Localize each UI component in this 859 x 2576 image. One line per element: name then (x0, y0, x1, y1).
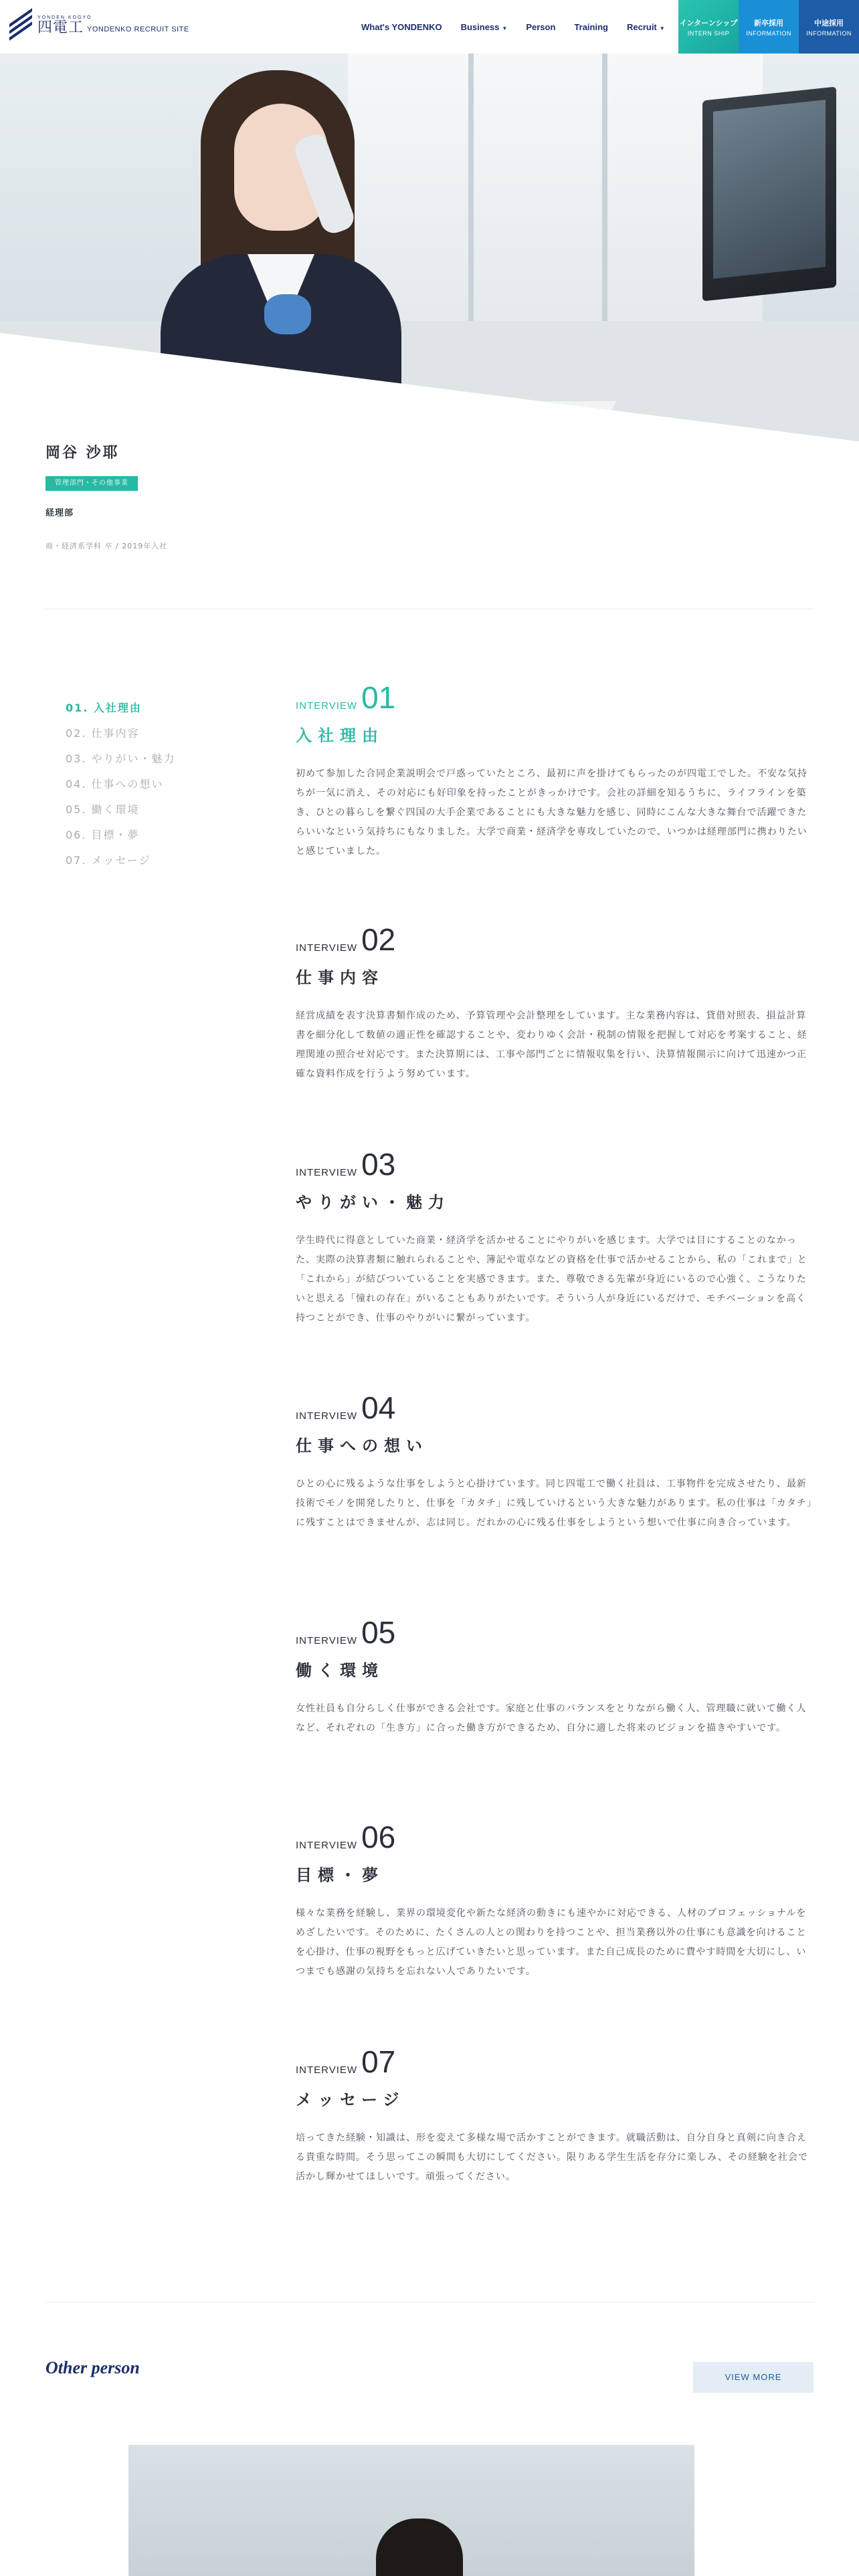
logo-mark-icon (9, 12, 32, 39)
nav-person[interactable]: Person (526, 21, 556, 32)
interview-number: 04 (361, 1390, 396, 1425)
interview-label: INTERVIEW (296, 700, 358, 712)
logo-main: 四電工 (37, 19, 84, 36)
interview-body: 初めて参加した合同企業説明会で戸惑っていたところ、最初に声を掛けてもらったのが四電工でした。不安な気持ちが一気に消え、その対応にも好印象を持ったことがきっかけです。会社の詳細を知るうちに、ライフラインを築き、ひとの暮らしを繋ぐ四国の大手企業であることにも大きな魅力を感じ、同時にこんな大きな舞台で活躍できたらいいなという気持ちにもなりました。大学で商業・経済学を専攻していたので、いつかは経理部門に携わりたいと感じていました。 (296, 768, 807, 857)
interview-body: 経営成績を表す決算書類作成のため、予算管理や会計整理をしています。主な業務内容は、貸借対照表、損益計算書を細分化して数値の適正性を確認することや、変わりゆく会計・税制の情報を把握して対応を考案すること、経理関連の照合せ対応です。また決算期には、工事や部門ごとに情報収集を行い、決算情報開示に向けて迅速かつ正確な資料作成を行うよう努めています。 (296, 1010, 807, 1079)
interview-body: 学生時代に得意としていた商業・経済学を活かせることにやりがいを感じます。大学では目にすることのなかった、実際の決算書類に触れられることや、簿記や電卓などの資格を仕事で活かせることから、私の「これまで」と「これから」が結びついていることを実感できます。また、尊敬できる先輩が身近にいるので心強く、こうなりたいと思える「憧れの存在」がいることもありがたいです。そういう人が身近にいるだけで、モチベーションを高く持つことができ、仕事のやりがいに繋がっています。 (296, 1235, 807, 1323)
career-info: 商・経済系学科 卒 / 2019年入社 (45, 542, 168, 550)
interview-title: 仕事への想い (296, 1436, 428, 1455)
nav-recruit[interactable]: Recruit ▼ (626, 21, 665, 32)
index-item-07[interactable]: 07. メッセージ (66, 854, 151, 867)
interview-number: 06 (361, 1820, 396, 1854)
interview-body: 様々な業務を経験し、業界の環境変化や新たな経済の動きにも速やかに対応できる、人材のプロフェッショナルをめざしたいです。そのために、たくさんの人との関わりを持つことや、担当業務以外の仕事にも意識を向けることを心掛け、仕事の視野をもっと広げていきたいと思っています。また自己成長のために費やす時間を大切にし、いつまでも感謝の気持ちを忘れない人でありたいです。 (296, 1908, 807, 1977)
index-item-04[interactable]: 04. 仕事への想い (66, 778, 164, 790)
interview-label: INTERVIEW (296, 2064, 358, 2076)
interview-number: 07 (361, 2044, 396, 2079)
interview-title: 働く環境 (296, 1661, 384, 1680)
mid-career-button[interactable]: 中途採用 INFORMATION (799, 0, 859, 53)
department-badge: 管理部門・その他事業 (45, 476, 138, 491)
site-header (0, 0, 859, 53)
interview-number: 05 (361, 1615, 396, 1650)
interview-title: 目標・夢 (296, 1866, 384, 1885)
site-logo[interactable] (9, 12, 92, 39)
chevron-down-icon: ▼ (502, 25, 508, 31)
interview-section-06 (296, 1819, 814, 1981)
nav-business[interactable]: Business ▼ (460, 21, 508, 32)
interview-label: INTERVIEW (296, 1410, 358, 1422)
index-item-02[interactable]: 02. 仕事内容 (66, 727, 140, 740)
interview-label: INTERVIEW (296, 942, 358, 954)
internship-button[interactable]: インターンシップ INTERN SHIP (678, 0, 739, 53)
interview-number: 01 (361, 680, 396, 715)
interview-body: ひとの心に残るような仕事をしようと心掛けています。同じ四電工で働く社員は、工事物件を完成させたり、最新技術でモノを開発したりと、仕事を「カタチ」に残していけるという大きな魅力があります。私の仕事は「カタチ」に残すことはできませんが、志は同じ。だれかの心に残る仕事をしようという想いで仕事に向き合っています。 (296, 1479, 812, 1528)
interview-section-01 (296, 679, 814, 861)
other-person-photo[interactable] (128, 2445, 694, 2576)
interview-number: 02 (361, 922, 396, 957)
interview-label: INTERVIEW (296, 1167, 358, 1178)
interview-label: INTERVIEW (296, 1635, 358, 1646)
interview-label: INTERVIEW (296, 1840, 358, 1851)
employee-name: 岡谷 沙耶 (45, 445, 120, 461)
view-more-button[interactable]: VIEW MORE (693, 2362, 814, 2393)
interview-section-02 (296, 922, 814, 1084)
index-item-05[interactable]: 05. 働く環境 (66, 803, 140, 816)
site-name: YONDENKO RECRUIT SITE (87, 25, 189, 33)
new-graduate-button[interactable]: 新卒採用 INFORMATION (739, 0, 799, 53)
interview-title: メッセージ (296, 2090, 405, 2109)
nav-training[interactable]: Training (574, 21, 608, 32)
interview-section-07 (296, 2044, 814, 2187)
interview-title: やりがい・魅力 (296, 1193, 450, 1212)
other-person-heading: Other person (45, 2358, 140, 2377)
index-item-06[interactable]: 06. 目標・夢 (66, 829, 140, 841)
index-item-03[interactable]: 03. やりがい・魅力 (66, 752, 176, 765)
interview-section-05 (296, 1614, 814, 1738)
logo-sub: YONDEN KOGYO (37, 15, 92, 20)
nav-whats-yondenko[interactable]: What's YONDENKO (361, 21, 442, 32)
interview-body: 培ってきた経験・知識は、形を変えて多様な場で活かすことができます。就職活動は、自分自身と真剣に向き合える貴重な時間。そう思ってこの瞬間も大切にしてください。限りある学生生活を存分に楽しみ、その経験を社会で活かし輝かせてほしいです。頑張ってください。 (296, 2133, 808, 2182)
interview-section-03 (296, 1146, 814, 1328)
interview-index (66, 695, 176, 873)
hero-photo (0, 53, 859, 441)
chevron-down-icon: ▼ (659, 25, 665, 31)
interview-title: 仕事内容 (296, 968, 384, 987)
index-item-01[interactable]: 01. 入社理由 (66, 702, 142, 714)
position-label: 経理部 (45, 508, 74, 518)
interview-body: 女性社員も自分らしく仕事ができる会社です。家庭と仕事のバランスをとりながら働く人、管理職に就いて働く人など、それぞれの「生き方」に合った働き方ができるため、自分に適した将来のビジョンを描きやすいです。 (296, 1703, 807, 1733)
main-nav (361, 0, 684, 53)
interview-number: 03 (361, 1147, 396, 1182)
interview-section-04 (296, 1390, 814, 1533)
interview-title: 入社理由 (296, 726, 384, 745)
